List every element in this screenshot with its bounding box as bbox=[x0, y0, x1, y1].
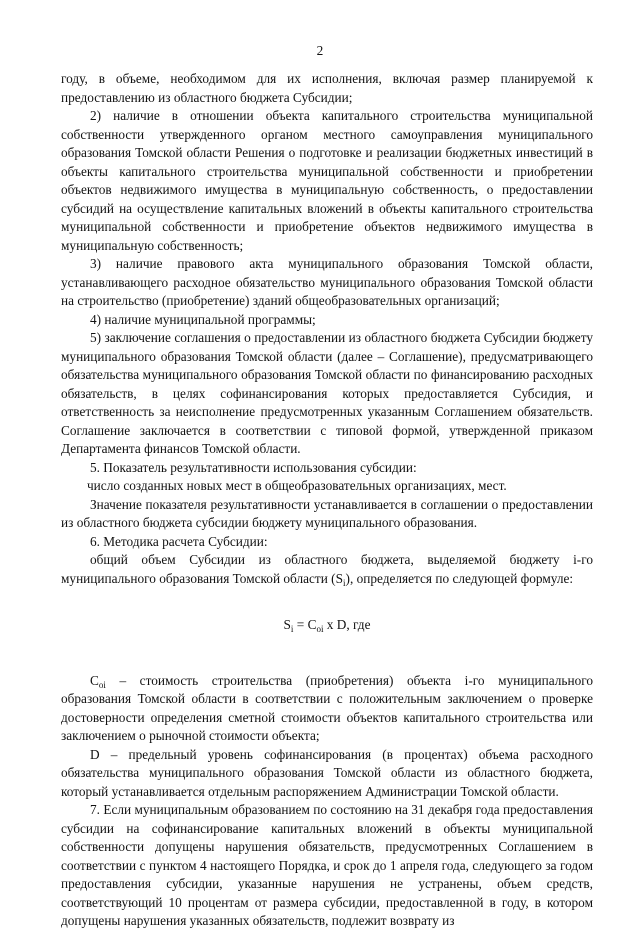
coi-definition-text: – стоимость строительства (приобретения) объекта i-го муниципального образования Томской области в соответствии с положительным заключением о проверке достоверности определения сметной стоимости объектов капитального строительства или заключением о рыночной стоимости объекта; bbox=[61, 672, 593, 743]
coi-subscript: oi bbox=[98, 679, 106, 690]
formula-sub-oi: oi bbox=[316, 624, 324, 634]
section-5-heading: 5. Показатель результативности использования субсидии: bbox=[90, 459, 417, 475]
coi-definition bbox=[61, 672, 593, 746]
paragraph-item-4: 4) наличие муниципальной программы; bbox=[90, 311, 316, 327]
subsidy-volume-text-end: ), определяется по следующей формуле: bbox=[345, 570, 574, 586]
section-7-paragraph: 7. Если муниципальным образованием по состоянию на 31 декабря года предоставления субсидии на софинансирование капитальных вложений в объекты муниципальной собственности допущены нарушения обязательств, предусмотренных Соглашением в соответствии с пунктом 4 настоящего Порядка, и срок до 1 апреля года, следующего за годом предоставления субсидии, указанные нарушения не устранены, объем средств, соответствующий 10 процентам от размера субсидии, предоставленной в году, в котором допущены нарушения указанных обязательств, подлежит возврату из bbox=[61, 802, 593, 928]
paragraph-item-3: 3) наличие правового акта муниципального образования Томской области, устанавливающего расходное обязательство муниципального образования Томской области на строительство (приобретение) зданий общеобразовательных организаций; bbox=[61, 256, 593, 308]
section-6-heading: 6. Методика расчета Субсидии: bbox=[90, 533, 268, 549]
document-body bbox=[61, 70, 593, 931]
paragraph-item-5: 5) заключение соглашения о предоставлении из областного бюджета Субсидии бюджету муниципального образования Томской области (далее – Соглашение), предусматривающего обязательства муниципального образования Томской области по финансированию расходных обязательств, в целях софинансирования которых предоставляется Субсидия, и ответственность за неисполнение предусмотренных указанным Соглашением обязательств. Соглашение заключается в соответствии с типовой формой, утвержденной приказом Департамента финансов Томской области. bbox=[61, 330, 593, 456]
performance-indicator: число созданных новых мест в общеобразовательных организациях, мест. bbox=[87, 478, 507, 493]
subscript-i: i bbox=[343, 577, 346, 588]
formula-c: = C bbox=[293, 617, 317, 632]
paragraph-continuation: году, в объеме, необходимом для их исполнения, включая размер планируемой к предоставлению из областного бюджета Субсидии; bbox=[61, 71, 593, 105]
subsidy-formula bbox=[61, 616, 593, 635]
subsidy-volume-text: общий объем Субсидии из областного бюджета, выделяемой бюджету i-го муниципального образования Томской области (S bbox=[61, 552, 593, 586]
page-number: 2 bbox=[316, 43, 324, 58]
formula-sub-i: i bbox=[290, 624, 294, 634]
coi-symbol: C bbox=[90, 672, 99, 688]
d-definition: D – предельный уровень софинансирования (в процентах) объема расходного обязательства муниципального образования Томской области из областного бюджета, который устанавливается отдельным распоряжением Администрации Томской области. bbox=[61, 746, 593, 799]
indicator-value-paragraph: Значение показателя результативности устанавливается в соглашении о предоставлении из областного бюджета субсидии бюджету муниципального образования. bbox=[61, 496, 593, 530]
formula-rest: x D, где bbox=[323, 617, 371, 632]
paragraph-item-2: 2) наличие в отношении объекта капитального строительства муниципальной собственности утвержденного органом местного самоуправления муниципального образования Томской области Решения о подготовке и реализации бюджетных инвестиций в объекты капитального строительства муниципальной собственности и приобретении объектов недвижимого имущества в муниципальную собственность, о предоставлении субсидий на осуществление капитальных вложений в объекты капитального строительства муниципальной собственности и приобретение объектов недвижимого имущества в муниципальную собственность; bbox=[61, 108, 593, 253]
formula-s: S bbox=[283, 617, 291, 632]
subsidy-volume-paragraph bbox=[61, 551, 593, 588]
